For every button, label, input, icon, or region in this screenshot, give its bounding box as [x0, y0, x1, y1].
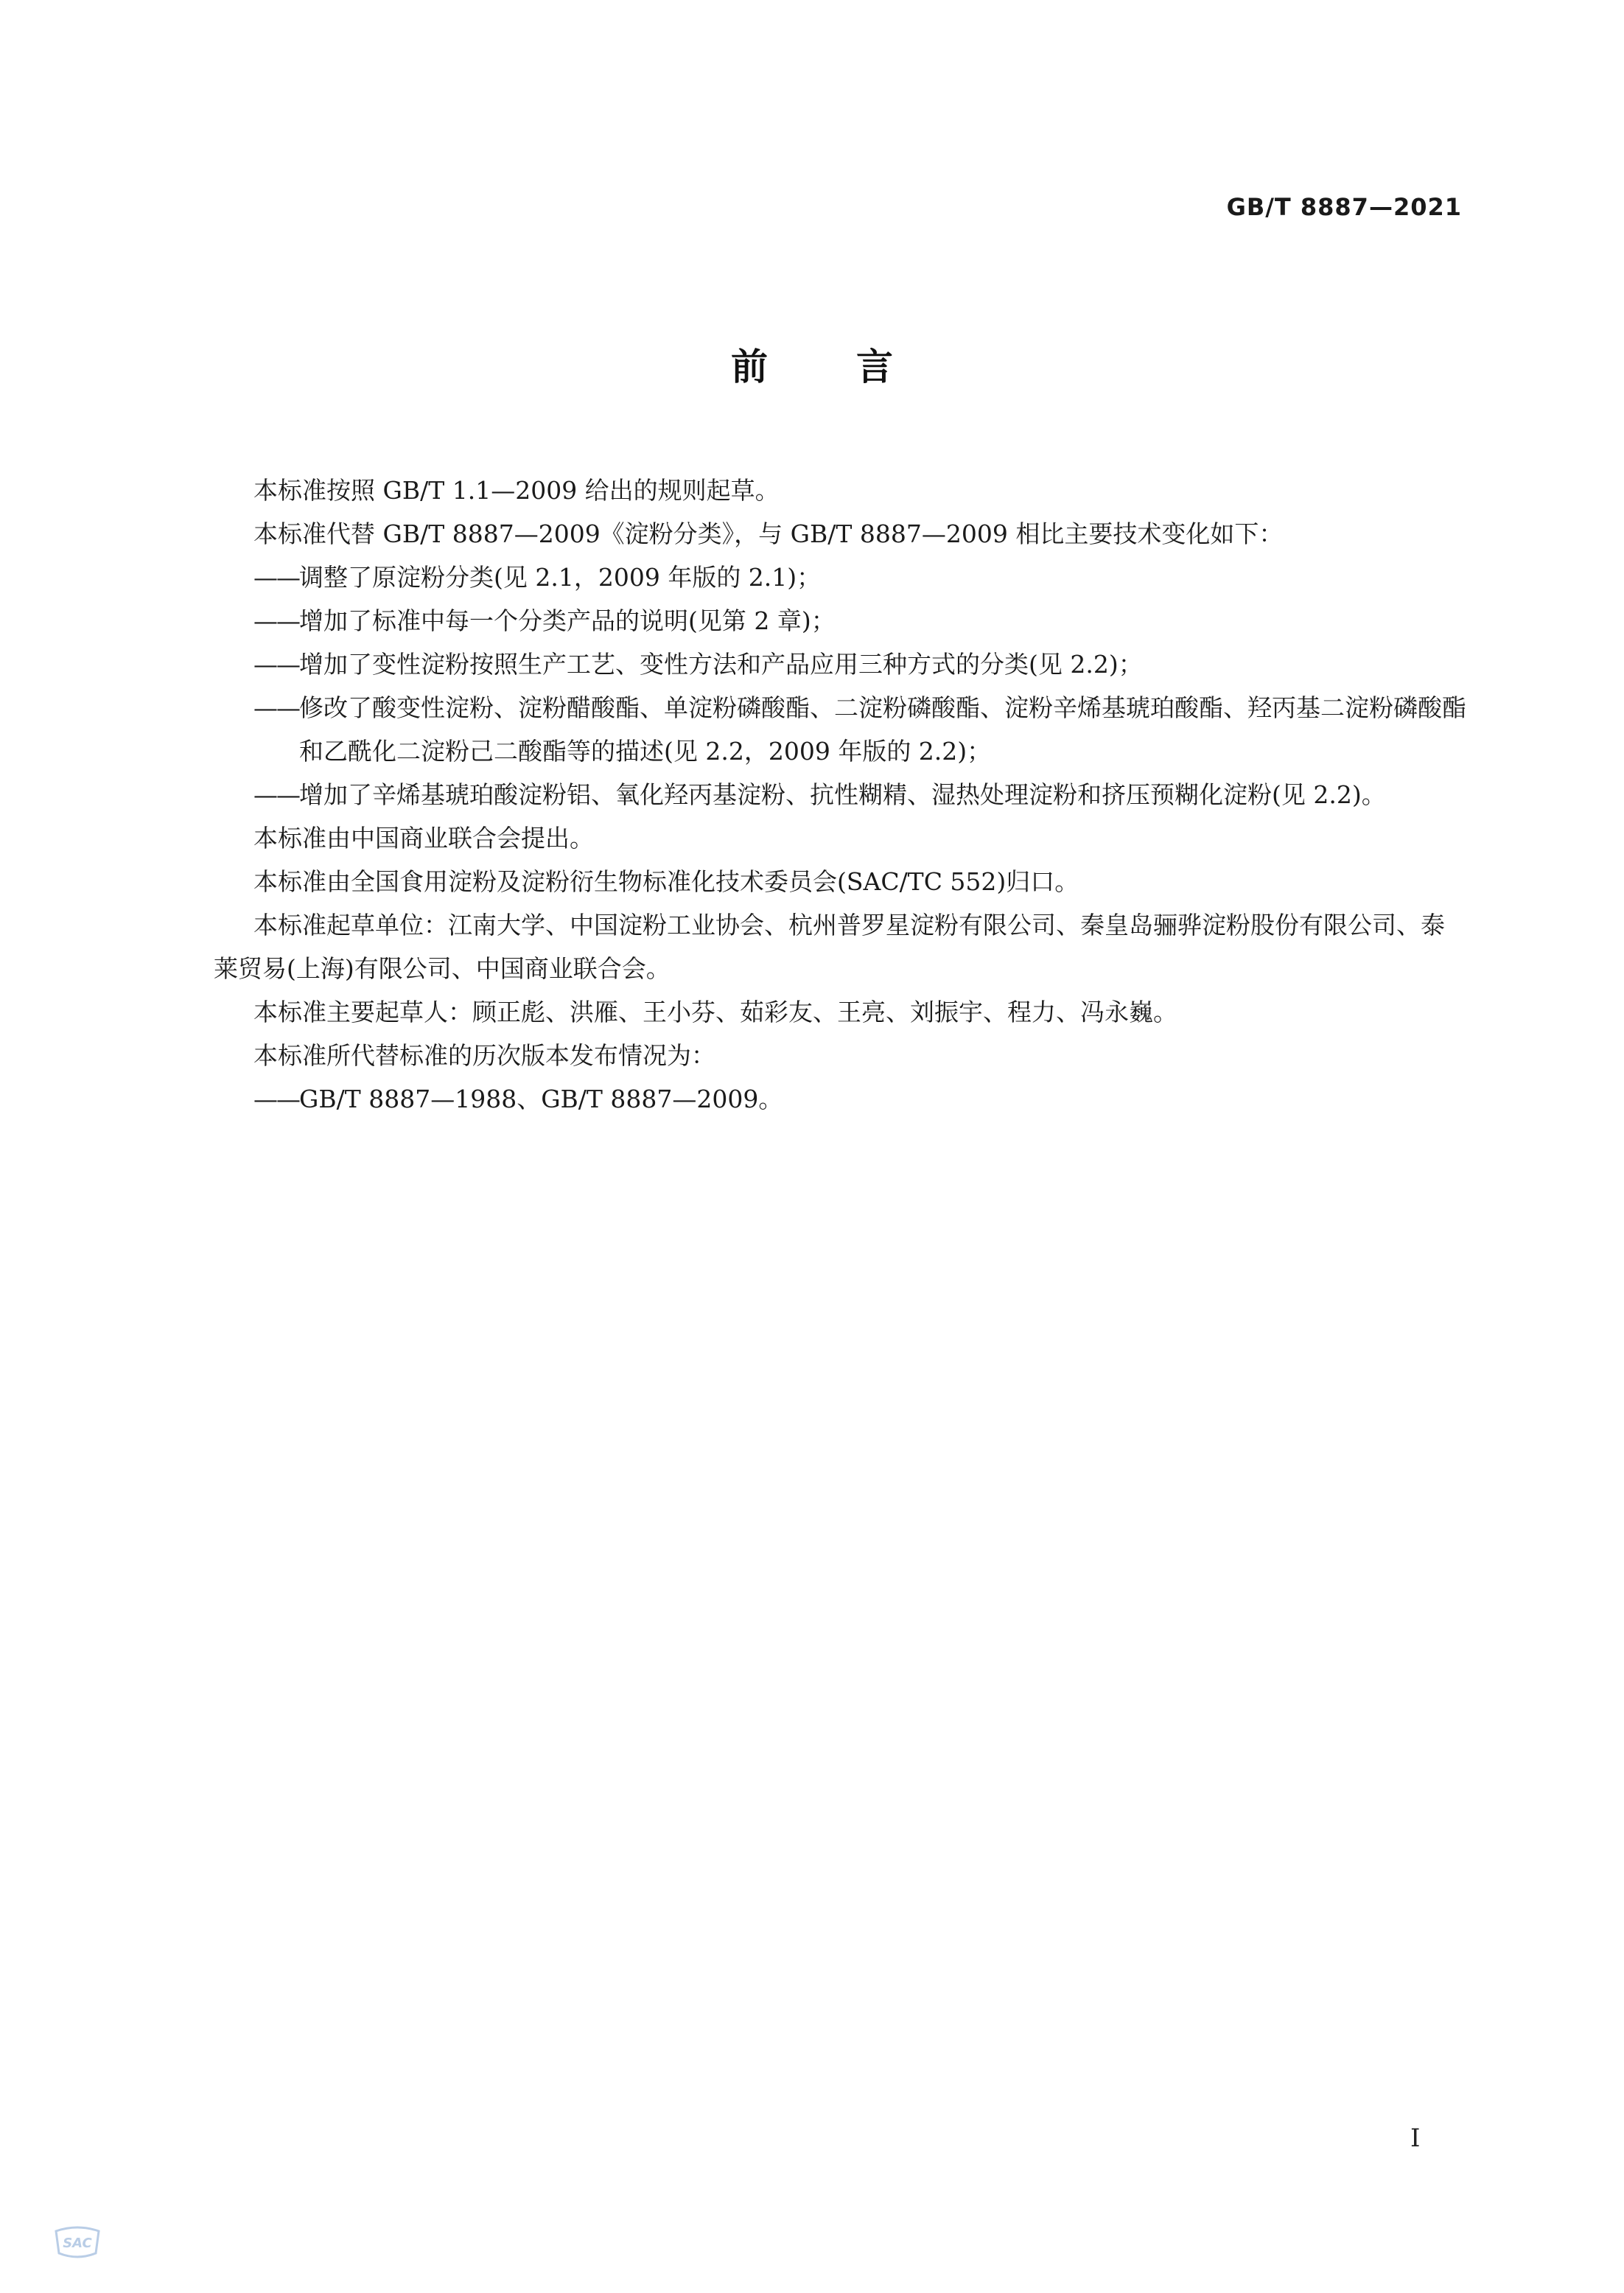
dash-marker: —— [253, 650, 299, 679]
sac-logo-text: SAC [63, 2236, 92, 2251]
dash-marker: —— [253, 606, 299, 635]
change-item [214, 773, 1466, 816]
page-title: 前言 [731, 346, 981, 388]
paragraph-drafting-units: 本标准起草单位：江南大学、中国淀粉工业协会、杭州普罗星淀粉有限公司、秦皇岛骊骅淀粉股份有限公司、泰莱贸易(上海)有限公司、中国商业联合会。 [214, 911, 1445, 983]
document-body [214, 469, 1466, 1121]
history-item [214, 1077, 1466, 1121]
change-item [214, 599, 1466, 643]
change-item-text: 调整了原淀粉分类(见 2.1，2009 年版的 2.1)； [299, 563, 822, 592]
dash-marker: —— [253, 563, 299, 592]
change-item-text: 修改了酸变性淀粉、淀粉醋酸酯、单淀粉磷酸酯、二淀粉磷酸酯、淀粉辛烯基琥珀酸酯、羟丙基二淀粉磷酸酯和乙酰化二淀粉己二酸酯等的描述(见 2.2，2009 年版的 2.2)； [299, 693, 1466, 766]
change-item-text: 增加了标准中每一个分类产品的说明(见第 2 章)； [299, 606, 836, 635]
paragraph-drafters: 本标准主要起草人：顾正彪、洪雁、王小芬、茹彩友、王亮、刘振宇、程力、冯永巍。 [253, 998, 1177, 1026]
history-item-text: GB/T 8887—1988、GB/T 8887—2009。 [299, 1085, 783, 1113]
paragraph-drafting-rule: 本标准按照 GB/T 1.1—2009 给出的规则起草。 [253, 476, 780, 505]
standard-number: GB/T 8887—2021 [1226, 193, 1462, 221]
dash-marker: —— [253, 1085, 299, 1113]
change-item-text: 增加了辛烯基琥珀酸淀粉铝、氧化羟丙基淀粉、抗性糊精、湿热处理淀粉和挤压预糊化淀粉(见 2.2)。 [299, 780, 1386, 809]
change-item [214, 643, 1466, 686]
dash-marker: —— [253, 780, 299, 809]
paragraph-proposer: 本标准由中国商业联合会提出。 [253, 824, 594, 853]
change-item [214, 686, 1466, 773]
sac-logo-icon [52, 2225, 103, 2259]
change-item-text: 增加了变性淀粉按照生产工艺、变性方法和产品应用三种方式的分类(见 2.2)； [299, 650, 1143, 679]
paragraph-committee: 本标准由全国食用淀粉及淀粉衍生物标准化技术委员会(SAC/TC 552)归口。 [253, 867, 1079, 896]
change-item [214, 556, 1466, 599]
page-number: I [1410, 2124, 1421, 2153]
paragraph-replacement: 本标准代替 GB/T 8887—2009《淀粉分类》，与 GB/T 8887—2009 相比主要技术变化如下： [253, 519, 1284, 548]
paragraph-history-intro: 本标准所代替标准的历次版本发布情况为： [253, 1041, 715, 1070]
dash-marker: —— [253, 693, 299, 722]
